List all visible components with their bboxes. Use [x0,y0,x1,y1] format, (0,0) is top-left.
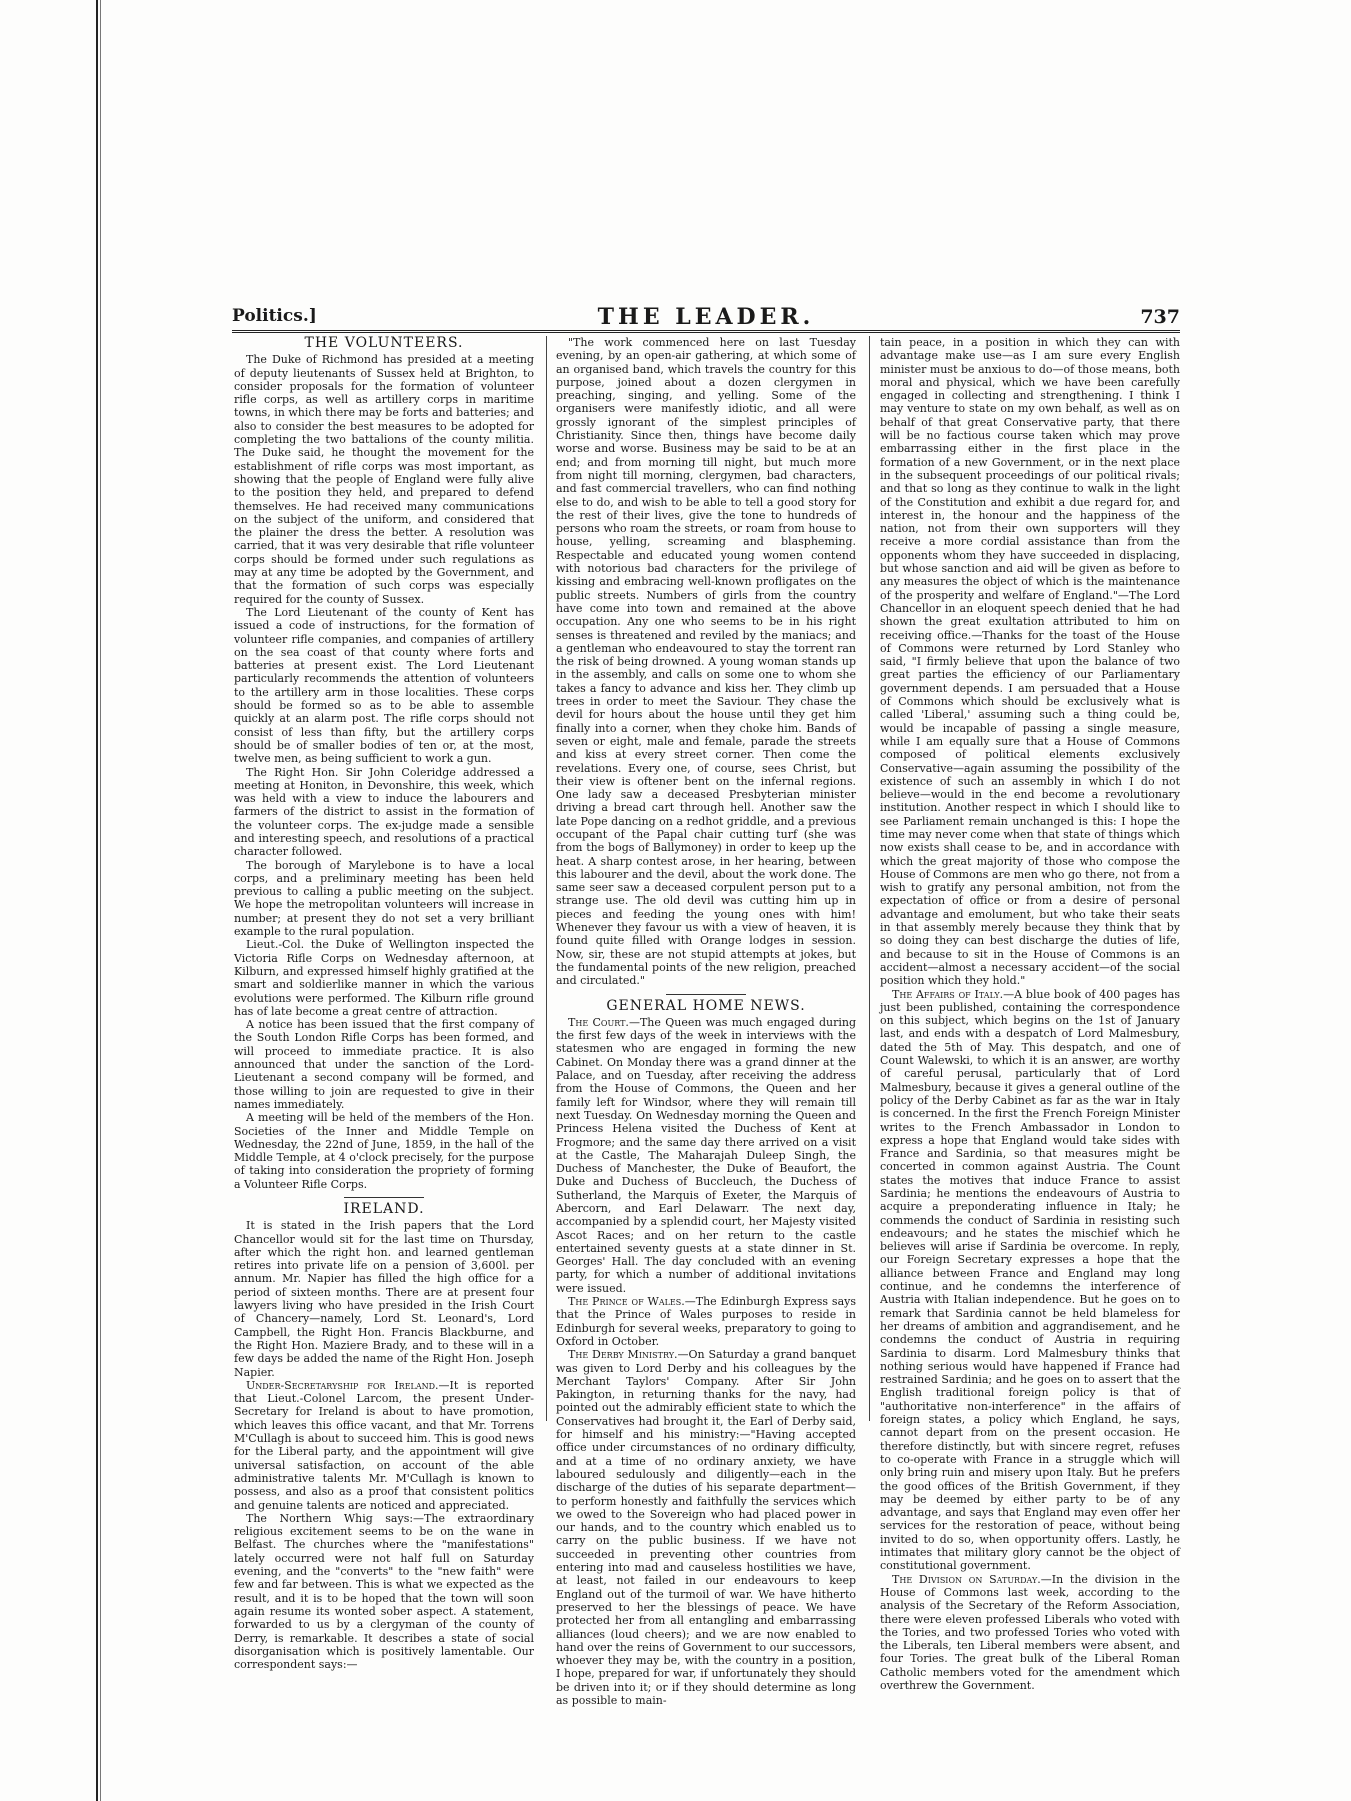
running-header [232,306,1180,330]
paragraph: The Right Hon. Sir John Coleridge addressed a meeting at Honiton, in Devonshire, this week, which was held with a view to induce the labourers and farmers of the district to assist in the formation of the volunteer corps. The ex-judge made a sensible and interesting speech, and resolutions of a practical character followed. [234,765,534,859]
paragraph: The borough of Marylebone is to have a local corps, and a preliminary meeting has been held previous to calling a public meeting on the subject. We hope the metropolitan volunteers will increase in number; at present they do not set a very brilliant example to the rural population. [234,858,534,939]
paragraph-body: —In the division in the House of Commons last week, according to the analysis of the Secretary of the Reform Association, there were eleven professed Liberals who voted with the Tories, and two professed Tories who voted with the Liberals, ten Liberal members were absent, and four Tories. The great bulk of the Liberal Roman Catholic members voted for the amendment which overthrew the Government. [880,1572,1180,1692]
newspaper-title: THE LEADER. [597,304,815,330]
paragraph [556,1016,856,1295]
paragraph: Lieut.-Col. the Duke of Wellington inspected the Victoria Rifle Corps on Wednesday afternoon, at Kilburn, and expressed himself highly gratified at the smart and soldierlike manner in which the various evolutions were performed. The Kilburn rifle ground has of late become a great centre of attraction. [234,938,534,1018]
paragraph-lead: The Affairs of Italy. [892,987,1004,1001]
paragraph-body: —It is reported that Lieut.-Colonel Larcom, the present Under-Secretary for Ireland is about to have promotion, which leaves this office vacant, and that Mr. Torrens M'Cullagh is about to succeed him. This is good news for the Liberal party, and the appointment will give universal satisfaction, on account of the able administrative talents Mr. M'Cullagh is known to possess, and also as a proof that consistent politics and genuine talents are noticed and appreciated. [234,1378,534,1512]
paragraph [880,988,1180,1573]
column-1 [234,335,534,1672]
page-number: 737 [1140,306,1180,328]
paragraph-body: —A blue book of 400 pages has just been published, containing the correspondence on this subject, which begins on the 1st of January last, and ends with a despatch of Lord Malmesbury, dated the 5th of May. This despatch, and one of Count Walewski, to which it is an answer, are worthy of careful perusal, particularly that of Lord Malmesbury, because it gives a general outline of the policy of the Derby Cabinet as far as the war in Italy is concerned. In the first the French Foreign Minister writes to the French Ambassador in London to express a hope that England would take sides with France and Sardinia, so that measures might be concerted in common against Austria. The Count states the motives that induce France to assist Sardinia; he mentions the endeavours of Austria to acquire a preponderating influence in Italy; he commends the conduct of Sardinia in resisting such endeavours; and he states the mischief which he believes will arise if Sardinia be overcome. In reply, our Foreign Secretary expresses a hope that the alliance between France and England may long continue, and he condemns the interference of Austria with Italian independence. But he goes on to remark that Sardinia cannot be held blameless for her dreams of ambition and aggrandisement, and he condemns the conduct of Austria in requiring Sardinia to disarm. Lord Malmesbury thinks that nothing serious would have happened if France had restrained Sardinia; and he goes on to assert that the English traditional foreign policy is that of "authoritative non-interference" in the affairs of foreign states, a policy which England, he says, cannot depart from on the present occasion. He therefore distinctly, but with sincere regret, refuses to co-operate with France in a struggle which will only bring ruin and misery upon Italy. But he prefers the good offices of the British Government, if they may be deemed by either party to be of any advantage, and says that England may even offer her services for the restoration of peace, without being invited to do so, when opportunity offers. Lastly, he intimates that military glory cannot be the object of constitutional government. [880,987,1180,1573]
paragraph [556,1295,856,1348]
paragraph: The Lord Lieutenant of the county of Kent has issued a code of instructions, for the formation of volunteer rifle companies, and companies of artillery on the sea coast of that county where forts and batteries at present exist. The Lord Lieutenant particularly recommends the attention of volunteers to the artillery arm in those localities. These corps should be formed so as to be able to assemble quickly at an alarm post. The rifle corps should not consist of less than fifty, but the artillery corps should be of smaller bodies of ten or, at the most, twelve men, as being sufficient to work a gun. [234,605,534,766]
binding-edge-shadow [100,0,101,1801]
column-3 [880,336,1180,1692]
section-separator [344,1197,424,1198]
paragraph: tain peace, in a position in which they can with advantage make use—as I am sure every English minister must be anxious to do—of those means, both moral and physical, which we have been carefully engaged in collecting and strengthening. I think I may venture to state on my own behalf, as well as on behalf of that great Conservative party, that there will be no factious course taken which may prove embarrassing either in the first place in the formation of a new Government, or in the next place in the subsequent proceedings of our political rivals; and that so long as they continue to walk in the light of the Constitution and exhibit a due regard for, and interest in, the honour and the happiness of the nation, not from their own supporters will they receive a more cordial assistance than from the opponents whom they have succeeded in displacing, but whose sanction and aid will be given as before to any measures the object of which is the maintenance of the prosperity and welfare of England."—The Lord Chancellor in an eloquent speech denied that he had shown the great exultation attributed to him on receiving office.—Thanks for the toast of the House of Commons were returned by Lord Stanley who said, "I firmly believe that upon the balance of two great parties the efficiency of our Parliamentary government depends. I am persuaded that a House of Commons which should be exclusively what is called 'Liberal,' assuming such a thing could be, would be incapable of passing a single measure, while I am equally sure that a House of Commons composed of political elements exclusively Conservative—again assuming the possibility of the existence of such an assembly in which I do not believe—would in the end become a revolutionary institution. Another respect in which I should like to see Parliament remain unchanged is this: I hope the time may never come when that state of things which now exists shall cease to be, and in accordance with which the great majority of those who compose the House of Commons are men who go there, not from a wish to gratify any personal ambition, not from the expectation of office or from a desire of personal advantage and emolument, but who take their seats in that assembly merely because they think that by so doing they can best discharge the duties of life, and because to sit in the House of Commons is an accident—almost a necessary accident—of the social position which they hold." [880,336,1180,988]
paragraph [880,1573,1180,1693]
column-2 [556,336,857,1707]
paragraph-lead: The Derby Ministry. [568,1348,678,1362]
column-divider [546,336,547,1421]
heading-home-news: GENERAL HOME NEWS. [606,997,806,1014]
column-divider [869,336,870,1421]
paragraph-lead: Under-Secretaryship for Ireland. [246,1378,439,1392]
binding-edge [96,0,98,1801]
paragraph: The Northern Whig says:—The extraordinary religious excitement seems to be on the wane in Belfast. The churches where the "manifestations" lately occurred were not half full on Saturday evening, and the "converts" to the "new faith" were few and far between. This is what we expected as the result, and it is to be hoped that the town will soon again resume its wonted sober aspect. A statement, forwarded to us by a clergyman of the county of Derry, is remarkable. It describes a state of social disorganisation which is positively lamentable. Our correspondent says:— [234,1511,534,1672]
heading-ireland: IRELAND. [343,1201,425,1217]
paragraph: A meeting will be held of the members of the Hon. Societies of the Inner and Middle Temple on Wednesday, the 22nd of June, 1859, in the hall of the Middle Temple, at 4 o'clock precisely, for the purpose of taking into consideration the propriety of forming a Volunteer Rifle Corps. [234,1111,534,1191]
paragraph [556,1348,856,1707]
paragraph: The Duke of Richmond has presided at a meeting of deputy lieutenants of Sussex held at Brighton, to consider proposals for the formation of volunteer rifle corps, as well as artillery corps in maritime towns, in which there may be forts and batteries; and also to consider the best measures to be adopted for completing the two battalions of the county militia. The Duke said, he thought the movement for the establishment of rifle corps was most important, as showing that the people of England were fully alive to the position they held, and prepared to defend themselves. He had received many communications on the subject of the uniform, and considered that the plainer the dress the better. A resolution was carried, that it was very desirable that rifle volunteer corps should be formed under such regulations as may at any time be adopted by the Government, and that the formation of such corps was especially required for the county of Sussex. [234,353,534,606]
paragraph-body: —On Saturday a grand banquet was given to Lord Derby and his colleagues by the Merchant Taylors' Company. After Sir John Pakington, in returning thanks for the navy, had pointed out the admirably efficient state to which the Conservatives had brought it, the Earl of Derby said, for himself and his ministry:—"Having accepted office under circumstances of no ordinary difficulty, and at a time of no ordinary anxiety, we have laboured sedulously and diligently—each in the discharge of the duties of his separate department—to perform honestly and faithfully the services which we owed to the Sovereign who had placed power in our hands, and to the country which enabled us to carry on the public business. If we have not succeeded in preventing other countries from entering into mad and causeless hostilities we have, at least, not failed in our endeavours to keep England out of the turmoil of war. We have hitherto preserved to her the blessings of peace. We have protected her from all entangling and embarrassing alliances (loud cheers); and we are now enabled to hand over the reins of Government to our successors, whoever they may be, with the country in a position, I hope, prepared for war, if unfortunately they should be driven into it; or if they should determine as long as possible to main- [556,1348,857,1707]
paragraph-lead: The Prince of Wales. [568,1295,685,1309]
paragraph-lead: The Division on Saturday. [892,1572,1041,1586]
section-label: Politics.] [232,306,317,326]
paragraph: It is stated in the Irish papers that the Lord Chancellor would sit for the last time on Thursday, after which the right hon. and learned gentleman retires into private life on a pension of 3,600l. per annum. Mr. Napier has filled the high office for a period of sixteen months. There are at present four lawyers living who have presided in the Irish Court of Chancery—namely, Lord St. Leonard's, Lord Campbell, the Right Hon. Francis Blackburne, and the Right Hon. Maziere Brady, and to these will in a few days be added the name of the Right Hon. Joseph Napier. [234,1219,534,1379]
paragraph-lead: The Court. [568,1015,629,1029]
paragraph: A notice has been issued that the first company of the South London Rifle Corps has been formed, and will proceed to immediate practice. It is also announced that under the sanction of the Lord-Lieutenant a second company will be formed, and those willing to join are requested to give in their names immediately. [234,1018,534,1111]
paragraph-body: —The Queen was much engaged during the first few days of the week in interviews with the statesmen who are engaged in forming the new Cabinet. On Monday there was a grand dinner at the Palace, and on Tuesday, after receiving the address from the House of Commons, the Queen and her family left for Windsor, where they will remain till next Tuesday. On Wednesday morning the Queen and Princess Helena visited the Duchess of Kent at Frogmore; and the same day there arrived on a visit at the Castle, The Maharajah Duleep Singh, the Duchess of Manchester, the Duke of Beaufort, the Duke and Duchess of Buccleuch, the Duchess of Sutherland, the Marquis of Exeter, the Marquis of Abercorn, and Earl Delawarr. The next day, accompanied by a splendid court, her Majesty visited Ascot Races; and on her return to the castle entertained seventy guests at a state dinner in St. Georges' Hall. The day concluded with an evening party, for which a number of additional invitations were issued. [556,1015,856,1295]
paragraph [234,1379,534,1512]
paragraph: "The work commenced here on last Tuesday evening, by an open-air gathering, at which some of an organised band, which travels the country for this purpose, joined about a dozen clergymen in preaching, singing, and yelling. Some of the organisers were manifestly idiotic, and all were grossly ignorant of the simplest principles of Christianity. Since then, things have become daily worse and worse. Business may be said to be at an end; and from morning till night, but much more from night till morning, clergymen, bad characters, and fast commercial travellers, who can find nothing else to do, and wish to be able to tell a good story for the rest of their lives, give the tone to hundreds of persons who roam the streets, or roam from house to house, yelling, screaming and blaspheming. Respectable and educated young women contend with notorious bad characters for the privilege of kissing and embracing well-known profligates on the public streets. Numbers of girls from the country have come into town and remained at the above occupation. Any one who seems to be in his right senses is threatened and reviled by the maniacs; and a gentleman who endeavoured to stay the torrent ran the risk of being drowned. A young woman stands up in the assembly, and calls on some one to whom she takes a fancy to advance and kiss her. They climb up trees in order to meet the Saviour. They chase the devil for hours about the house until they get him finally into a corner, when they choke him. Bands of seven or eight, male and female, parade the streets and kiss at every street corner. Then come the revelations. Every one, of course, sees Christ, but their view is oftener bent on the infernal regions. One lady saw a deceased Presbyterian minister driving a bread cart through hell. Another saw the late Pope dancing on a redhot griddle, and a previous occupant of the Papal chair cutting turf (she was from the bogs of Ballymoney) in order to keep up the heat. A sharp contest arose, in her hearing, between this labourer and the devil, about the work done. The same seer saw a deceased corpulent person put to a strange use. The old devil was cutting him up in pieces and feeding the young ones with him! Whenever they favour us with a view of heaven, it is found quite filled with Orange lodges in session. Now, sir, these are not stupid attempts at jokes, but the fundamental points of the new religion, preached and circulated." [556,336,856,988]
section-separator [666,994,746,995]
paragraph-body: —The Edinburgh Express says that the Prince of Wales purposes to reside in Edinburgh for several weeks, preparatory to going to Oxford in October. [556,1295,856,1348]
heading-volunteers: THE VOLUNTEERS. [304,335,464,351]
